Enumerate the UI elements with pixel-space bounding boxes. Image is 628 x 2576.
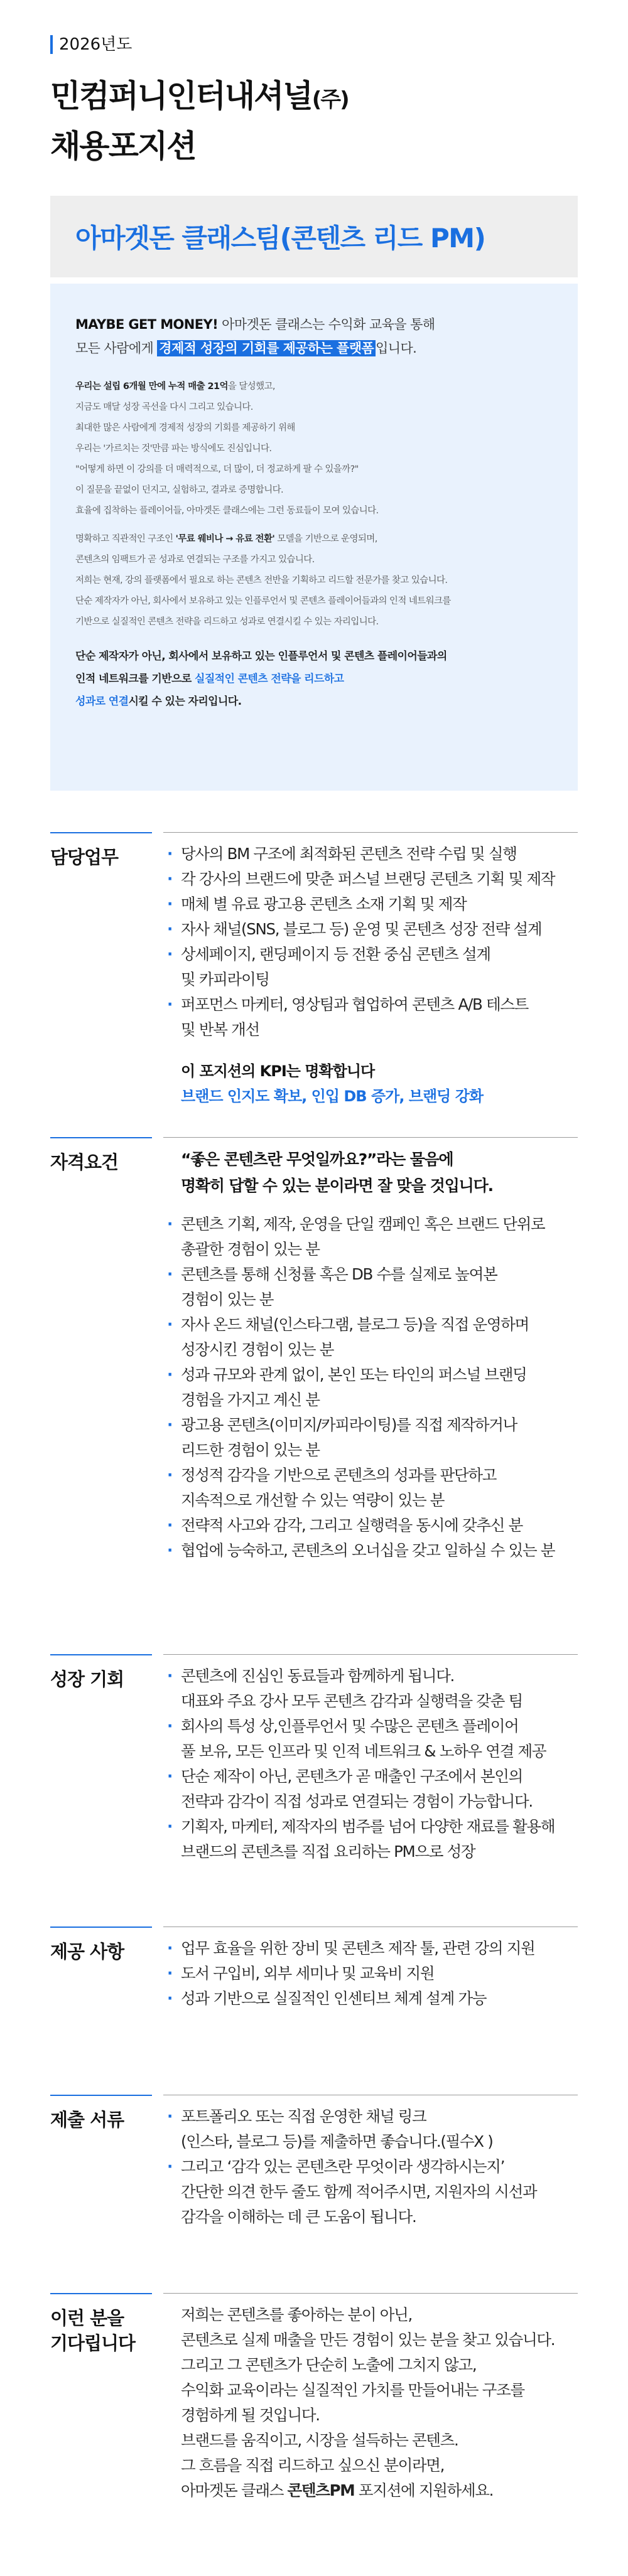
qualification-item: · 정성적 감각을 기반으로 콘텐츠의 성과를 판단하고 지속적으로 개선할 수 있는 역량이 있는 분 <box>163 1463 578 1513</box>
section-body <box>163 2095 578 2230</box>
intro-box <box>50 284 578 791</box>
growth-list <box>163 1664 578 1864</box>
benefit-item: · 도서 구입비, 외부 세미나 및 교육비 지원 <box>163 1961 578 1986</box>
duty-item: · 상세페이지, 랜딩페이지 등 전환 중심 콘텐츠 설계 및 카피라이팅 <box>163 942 578 992</box>
posting-year: 2026년도 <box>50 35 578 54</box>
page-subtitle: 채용포지션 <box>50 128 196 164</box>
qualification-item: · 콘텐츠 기획, 제작, 운영을 단일 캠페인 혹은 브랜드 단위로 총괄한 경험이 있는 분 <box>163 1212 578 1262</box>
duty-item: · 퍼포먼스 마케터, 영상팀과 협업하여 콘텐츠 A/B 테스트 및 반복 개선 <box>163 992 578 1042</box>
duties-list <box>163 842 578 1042</box>
section-documents <box>50 2095 578 2230</box>
document-item: · 포트폴리오 또는 직접 운영한 채널 링크 (인스타, 블로그 등)를 제출하면 좋습니다.(필수X ) <box>163 2104 578 2154</box>
documents-list <box>163 2104 578 2230</box>
growth-item: · 회사의 특성 상,인플루언서 및 수많은 콘텐츠 플레이어 풀 보유, 모든 인프라 및 인적 네트워크 & 노하우 연결 제공 <box>163 1714 578 1764</box>
section-title: 제출 서류 <box>50 2095 152 2230</box>
document-item: · 그리고 ‘감각 있는 콘텐츠란 무엇이라 생각하시는지’ 간단한 의견 한두 줄도 함께 적어주시면, 지원자의 시선과 감각을 이해하는 데 큰 도움이 됩니다. <box>163 2154 578 2230</box>
job-posting <box>0 35 628 791</box>
intro-lead: MAYBE GET MONEY! 아마겟돈 클래스는 수익화 교육을 통해 모든 사람에게 경제적 성장의 기회를 제공하는 플랫폼 입니다. <box>75 317 435 356</box>
section-qualifications <box>50 1137 578 1563</box>
intro-slogan: MAYBE GET MONEY! <box>75 317 219 332</box>
closing-text: 저희는 콘텐츠를 좋아하는 분이 아닌, 콘텐츠로 실제 매출을 만든 경험이 있는 분을 찾고 있습니다. 그리고 그 콘텐츠가 단순히 노출에 그치지 않고, 수익화 교육이라는 실질적인 가치를 만들어내는 구조를 경험하게 될 것입니다. 브랜드를 움직이고, 시장을 설득하는 콘텐츠. 그 흐름을 직접 리드하고 싶으신 분이라면, 아마겟돈 클래스 콘텐츠PM 포지션에 지원하세요. <box>181 2306 555 2499</box>
section-benefits <box>50 1927 578 2011</box>
section-duties <box>50 832 578 1109</box>
qualifications-lead: “좋은 콘텐츠란 무엇일까요?”라는 물음에 명확히 답할 수 있는 분이라면 잘 맞을 것입니다. <box>181 1150 493 1195</box>
qualification-item: · 자사 온드 채널(인스타그램, 블로그 등)을 직접 운영하며 성장시킨 경험이 있는 분 <box>163 1312 578 1362</box>
section-title: 담당업무 <box>50 832 152 1109</box>
qualification-item: · 전략적 사고와 감각, 그리고 실행력을 동시에 갖추신 분 <box>163 1513 578 1538</box>
section-title: 제공 사항 <box>50 1927 152 2011</box>
intro-summary: 단순 제작자가 아닌, 회사에서 보유하고 있는 인플루언서 및 콘텐츠 플레이어들과의 인적 네트워크를 기반으로 실질적인 콘텐츠 전략을 리드하고 성과로 연결시킬 수 있는 자리입니다. <box>75 650 447 708</box>
growth-item: · 기획자, 마케터, 제작자의 범주를 넘어 다양한 재료를 활용해 브랜드의 콘텐츠를 직접 요리하는 PM으로 성장 <box>163 1814 578 1864</box>
intro-highlight: 경제적 성장의 기회를 제공하는 플랫폼 <box>157 340 376 356</box>
benefits-list <box>163 1936 578 2011</box>
section-growth <box>50 1654 578 1864</box>
section-closing <box>50 2293 578 2503</box>
kpi-title: 이 포지션의 KPI는 명확합니다 <box>181 1062 375 1080</box>
qualification-item: · 성과 규모와 관계 없이, 본인 또는 타인의 퍼스널 브랜딩 경험을 가지고 계신 분 <box>163 1362 578 1413</box>
section-body <box>163 832 578 1109</box>
section-title: 자격요건 <box>50 1137 152 1563</box>
section-body <box>163 2293 578 2503</box>
qualification-item: · 협업에 능숙하고, 콘텐츠의 오너십을 갖고 일하실 수 있는 분 <box>163 1538 578 1563</box>
section-body <box>163 1927 578 2011</box>
qualifications-list <box>163 1212 578 1563</box>
growth-item: · 단순 제작이 아닌, 콘텐츠가 곧 매출인 구조에서 본인의 전략과 감각이 직접 성과로 연결되는 경험이 가능합니다. <box>163 1764 578 1814</box>
qualification-item: · 콘텐츠를 통해 신청률 혹은 DB 수를 실제로 높여본 경험이 있는 분 <box>163 1262 578 1312</box>
company-name: 민컴퍼니인터내셔널 <box>50 78 312 114</box>
duty-item: · 자사 채널(SNS, 블로그 등) 운영 및 콘텐츠 성장 전략 설계 <box>163 917 578 942</box>
section-body <box>163 1137 578 1563</box>
position-title: 아마겟돈 클래스팀(콘텐츠 리드 PM) <box>75 223 485 254</box>
duty-item: · 각 강사의 브랜드에 맞춘 퍼스널 브랜딩 콘텐츠 기획 및 제작 <box>163 867 578 892</box>
kpi-block <box>163 1059 578 1109</box>
growth-item: · 콘텐츠에 진심인 동료들과 함께하게 됩니다. 대표와 주요 강사 모두 콘텐츠 감각과 실행력을 갖춘 팀 <box>163 1664 578 1714</box>
section-title: 성장 기회 <box>50 1654 152 1864</box>
duty-item: · 당사의 BM 구조에 최적화된 콘텐츠 전략 수립 및 실행 <box>163 842 578 867</box>
company-suffix: (주) <box>311 87 349 112</box>
kpi-value: 브랜드 인지도 확보, 인입 DB 증가, 브랜딩 강화 <box>181 1088 484 1105</box>
section-title: 이런 분을 기다립니다 <box>50 2293 152 2503</box>
intro-body: 우리는 설립 6개월 만에 누적 매출 21억을 달성했고, 지금도 매달 성장 곡선을 다시 그리고 있습니다. 최대한 많은 사람에게 경제적 성장의 기회를 제공하기 위해 우리는 '가르치는 것'만큼 파는 방식에도 진심입니다. "어떻게 하면 이 강의를 더 매력적으로, 더 많이, 더 정교하게 팔 수 있을까?" 이 질문을 끝없이 던지고, 실험하고, 결과로 증명합니다. 효율에 집착하는 플레이어들, 아마겟돈 클래스에는 그런 동료들이 모여 있습니다. 명확하고 직관적인 구조인 '무료 웨비나 → 유료 전환' 모델을 기반으로 운영되며, 콘텐츠의 임팩트가 곧 성과로 연결되는 구조를 가지고 있습니다. 저희는 현재, 강의 플랫폼에서 필요로 하는 콘텐츠 전반을 기획하고 리드할 전문가를 찾고 있습니다. 단순 제작자가 아닌, 회사에서 보유하고 있는 인플루언서 및 콘텐츠 플레이어들과의 인적 네트워크를 기반으로 실질적인 콘텐츠 전략을 리드하고 성과로 연결시킬 수 있는 자리입니다. <box>75 382 451 627</box>
company-heading <box>50 73 578 169</box>
position-title-box <box>50 196 578 277</box>
qualification-item: · 광고용 콘텐츠(이미지/카피라이팅)를 직접 제작하거나 리드한 경험이 있는 분 <box>163 1413 578 1463</box>
benefit-item: · 성과 기반으로 실질적인 인센티브 체계 설계 가능 <box>163 1986 578 2011</box>
duty-item: · 매체 별 유료 광고용 콘텐츠 소재 기획 및 제작 <box>163 892 578 917</box>
section-body <box>163 1654 578 1864</box>
benefit-item: · 업무 효율을 위한 장비 및 콘텐츠 제작 툴, 관련 강의 지원 <box>163 1936 578 1961</box>
